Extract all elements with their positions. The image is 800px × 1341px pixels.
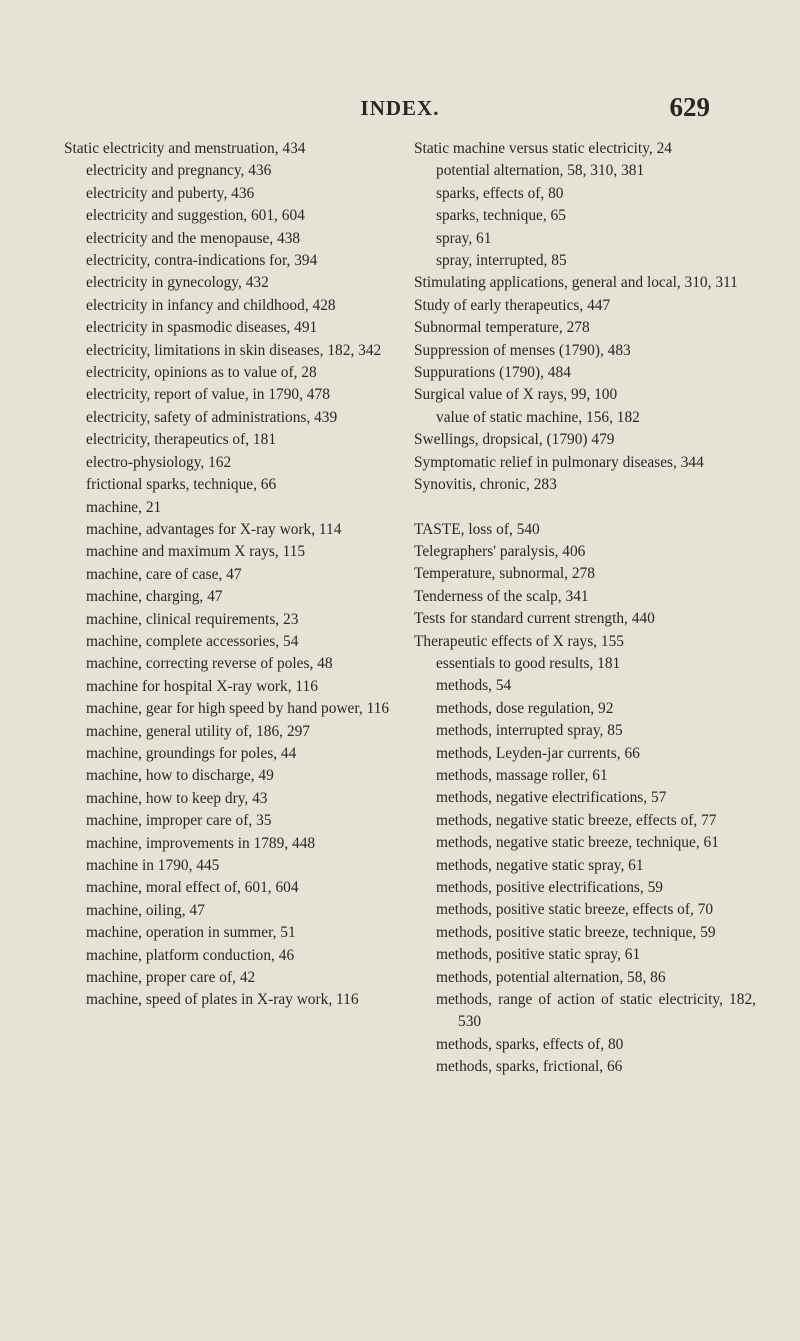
index-subentry: methods, interrupted spray, 85	[436, 722, 623, 740]
index-subentry: value of static machine, 156, 182	[436, 408, 640, 426]
index-subentry: machine, how to keep dry, 43	[86, 789, 268, 807]
index-subentry: spray, 61	[436, 229, 492, 247]
index-subentry: machine, care of case, 47	[86, 565, 242, 583]
index-subentry: methods, sparks, effects of, 80	[436, 1035, 624, 1053]
index-subentry: frictional sparks, technique, 66	[86, 476, 277, 494]
index-subentry: machine, moral effect of, 601, 604	[86, 879, 299, 897]
index-subentry: machine, operation in summer, 51	[86, 924, 296, 942]
index-entry: Swellings, dropsical, (1790) 479	[414, 431, 615, 449]
index-subentry: methods, positive static breeze, technique, 59	[436, 923, 716, 941]
index-subentry: machine, advantages for X-ray work, 114	[86, 520, 342, 538]
index-subentry: electricity and puberty, 436	[86, 184, 255, 202]
index-subentry: machine, correcting reverse of poles, 48	[86, 655, 333, 673]
index-subentry: electro-physiology, 162	[86, 453, 232, 471]
index-subentry: methods, massage roller, 61	[436, 766, 608, 784]
index-entry: Symptomatic relief in pulmonary diseases, 344	[414, 453, 704, 471]
left-index-column	[64, 138, 392, 1012]
index-subentry: machine, general utility of, 186, 297	[86, 722, 310, 740]
index-subentry: methods, negative electrifications, 57	[436, 789, 667, 807]
index-entry: Surgical value of X rays, 99, 100	[414, 386, 618, 404]
index-entry: TASTE, loss of, 540	[414, 520, 540, 538]
index-subentry: machine, clinical requirements, 23	[86, 610, 299, 628]
index-subentry: methods, Leyden-jar currents, 66	[436, 744, 640, 762]
index-subentry: sparks, effects of, 80	[436, 184, 564, 202]
index-subentry: essentials to good results, 181	[436, 654, 621, 672]
index-subentry: sparks, technique, 65	[436, 207, 566, 225]
index-subentry: spray, interrupted, 85	[436, 252, 567, 270]
index-subentry: machine, complete accessories, 54	[86, 632, 299, 650]
index-subentry: electricity in gynecology, 432	[86, 274, 269, 292]
index-subentry: methods, positive static breeze, effects of, 70	[436, 901, 714, 919]
index-subentry: machine, improper care of, 35	[86, 812, 272, 830]
index-subentry: electricity in infancy and childhood, 428	[86, 296, 336, 314]
index-subentry: electricity, therapeutics of, 181	[86, 431, 277, 449]
index-entry: Temperature, subnormal, 278	[414, 565, 595, 583]
index-subentry: machine, platform conduction, 46	[86, 946, 295, 964]
index-subentry: machine for hospital X-ray work, 116	[86, 677, 318, 695]
index-subentry: machine, speed of plates in X-ray work, 116	[86, 991, 359, 1009]
index-entry: Tests for standard current strength, 440	[414, 610, 655, 628]
index-subentry: potential alternation, 58, 310, 381	[436, 162, 645, 180]
section-gap	[414, 497, 756, 519]
index-subentry: electricity, report of value, in 1790, 478	[86, 386, 330, 404]
index-subentry: methods, potential alternation, 58, 86	[436, 968, 666, 986]
index-subentry: machine and maximum X rays, 115	[86, 543, 306, 561]
index-subentry: methods, positive electrifications, 59	[436, 879, 663, 896]
index-entry: Synovitis, chronic, 283	[414, 476, 557, 494]
index-entry: Telegraphers' paralysis, 406	[414, 542, 586, 560]
index-subentry: machine, charging, 47	[86, 588, 223, 606]
index-subentry: electricity, limitations in skin diseases, 182, 342	[86, 341, 382, 359]
index-subentry: machine, groundings for poles, 44	[86, 744, 297, 762]
index-subentry: electricity, safety of administrations, 439	[86, 408, 338, 426]
index-entry: Suppression of menses (1790), 483	[414, 341, 631, 359]
index-subentry: electricity and pregnancy, 436	[86, 162, 272, 180]
index-subentry: machine, proper care of, 42	[86, 969, 256, 987]
index-subentry: machine, oiling, 47	[86, 901, 205, 919]
index-subentry: methods, positive static spray, 61	[436, 946, 641, 964]
index-entry: Study of early therapeutics, 447	[414, 296, 611, 314]
index-subentry: methods, negative static spray, 61	[436, 856, 644, 874]
index-subentry: machine, improvements in 1789, 448	[86, 834, 316, 852]
page-header	[0, 90, 800, 130]
index-subentry: methods, negative static breeze, technique, 61	[436, 834, 719, 852]
index-entry: Stimulating applications, general and local, 310, 311	[414, 274, 738, 292]
index-entry: Suppurations (1790), 484	[414, 364, 571, 382]
index-entry: Subnormal temperature, 278	[414, 319, 590, 337]
index-subentry: electricity, contra-indications for, 394	[86, 252, 318, 270]
index-subentry: machine, gear for high speed by hand power, 116	[86, 700, 390, 718]
index-entry: Static electricity and menstruation, 434	[64, 140, 306, 157]
index-subentry: machine, how to discharge, 49	[86, 767, 274, 785]
page-number: 629	[669, 92, 710, 122]
index-entry: Therapeutic effects of X rays, 155	[414, 632, 624, 650]
index-subentry: electricity, opinions as to value of, 28	[86, 364, 317, 382]
index-subentry: methods, 54	[436, 677, 512, 695]
index-subentry: methods, sparks, frictional, 66	[436, 1058, 623, 1076]
index-title: INDEX.	[360, 96, 440, 120]
index-subentry: electricity and the menopause, 438	[86, 229, 301, 247]
index-entry: Static machine versus static electricity, 24	[414, 140, 672, 157]
index-subentry: electricity and suggestion, 601, 604	[86, 207, 305, 225]
index-subentry: electricity in spasmodic diseases, 491	[86, 319, 318, 337]
index-subentry: machine, 21	[86, 498, 162, 516]
index-subentry: machine in 1790, 445	[86, 857, 220, 874]
index-subentry: methods, dose regulation, 92	[436, 699, 614, 717]
index-subentry: methods, range of action of static electricity, 182, 530	[436, 991, 756, 1031]
index-entry: Tenderness of the scalp, 341	[414, 587, 589, 605]
index-subentry: methods, negative static breeze, effects of, 77	[436, 811, 717, 829]
right-index-column	[414, 138, 756, 1079]
